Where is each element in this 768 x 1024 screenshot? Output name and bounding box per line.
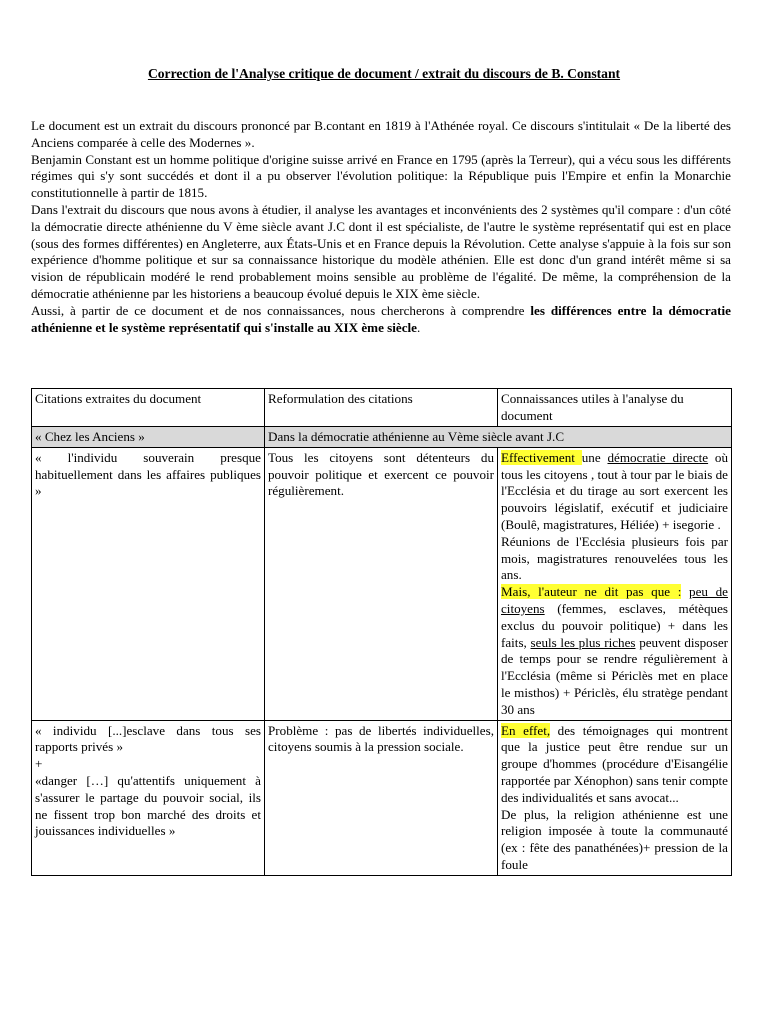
analysis-table	[31, 388, 732, 876]
row2-plus: +	[35, 756, 43, 772]
subheader-anciens: « Chez les Anciens »	[32, 427, 265, 448]
intro-p4-end: .	[416, 319, 421, 335]
intro-paragraph-2: Benjamin Constant est un homme politique d'origine suisse arrivé en France en 1795 (après la Terreur), qui a vécu sous les différents régimes qui s'y sont succédés et dont il a pu observer l'évolution politique: la République puis l'Empire et enfin la Monarchie constitutionnelle à partir de 1815.	[31, 151, 731, 201]
header-connaissances: Connaissances utiles à l'analyse du document	[498, 389, 732, 427]
table-subheader-row	[32, 427, 732, 448]
underline-seuls-les-plus-riches: seuls les plus riches	[530, 634, 636, 650]
row1-citation: « l'individu souverain presque habituellement dans les affaires publiques »	[32, 447, 265, 720]
introduction	[31, 118, 731, 336]
row2-citation	[32, 720, 265, 875]
table-header-row	[32, 389, 732, 427]
underline-peu-de-citoyens: peu de citoyens	[501, 584, 728, 616]
intro-paragraph-4	[31, 303, 731, 337]
intro-p4-start: Aussi, à partir de ce document et de nos connaissances, nous chercherons à comprendre	[31, 302, 531, 318]
table-row	[32, 447, 732, 720]
row2-citation-a: « individu [...]esclave dans tous ses rapports privés »	[35, 722, 261, 755]
row2-reformulation: Problème : pas de libertés individuelles, citoyens soumis à la pression sociale.	[265, 720, 498, 875]
subheader-democratie: Dans la démocratie athénienne au Vème siècle avant J.C	[265, 427, 732, 448]
row1-connaissances	[498, 447, 732, 720]
row1-text-5: (femmes, esclaves, métèques exclus du pouvoir politique) + dans les faits,	[501, 600, 728, 650]
highlight-effectivement: Effectivement	[501, 449, 582, 465]
underline-democratie-directe: démocratie directe	[607, 449, 709, 465]
intro-paragraph-3: Dans l'extrait du discours que nous avons à étudier, il analyse les avantages et inconvénients des 2 systèmes qu'il compare : d'un côté la démocratie directe athénienne du V ème siècle avant J.C dont il est spécialiste, de l'autre le système représentatif qui est en place (sous des formes différentes) en Angleterre, aux États-Unis et en France depuis la Révolution. Cette analyse s'appuie à la fois sur son expérience d'homme politique et sur sa connaissance historique du modèle athénien. Elle est donc d'un grand intérêt même si sa vision de républicain modéré le rend probablement moins sensible au problème de l'égalité. De même, la compréhension de la démocratie athénienne par les historiens a beaucoup évolué depuis le XIX ème siècle.	[31, 201, 731, 301]
row2-text-1: des témoignages qui montrent que la justice peut être rendue sur un groupe d'hommes (procédure d'Eisangélie rapportée par Xénophon) sans tenir compte des individualités et sans avocat...	[501, 722, 728, 805]
row1-text-2: où tous les citoyens , tout à tour par le biais de l'Ecclésia et du tirage au sort exercent les pouvoirs législatif, exécutif et judiciaire (Boulê, magistratures, Héliée) + isegorie .	[501, 449, 729, 532]
row2-citation-b: «danger […] qu'attentifs uniquement à s'assurer le partage du pouvoir social, ils ne fissent trop bon marché des droits et jouissances individuelles »	[35, 772, 261, 839]
problematique: les différences entre la démocratie athénienne et le système représentatif qui s'installe au XIX ème siècle	[31, 302, 731, 335]
row2-text-2: De plus, la religion athénienne est une religion imposée à toute la communauté (ex : fête des panathénées)+ pression de la foule	[501, 806, 728, 872]
row2-connaissances	[498, 720, 732, 875]
header-citations: Citations extraites du document	[32, 389, 265, 427]
row1-text-1: une	[581, 449, 608, 465]
row1-text-4	[681, 584, 689, 599]
header-reformulation: Reformulation des citations	[265, 389, 498, 427]
row1-text-6: peuvent disposer de temps pour se rendre régulièrement à l'Ecclésia (même si Périclès met en place le misthos) + Périclès, élu stratège pendant 30 ans	[501, 634, 728, 717]
row1-reformulation: Tous les citoyens sont détenteurs du pouvoir politique et exercent ce pouvoir régulièrement.	[265, 447, 498, 720]
table-row	[32, 720, 732, 875]
row1-text-3: Réunions de l'Ecclésia plusieurs fois par mois, magistratures renouvelées tous les ans.	[501, 533, 728, 583]
document-title: Correction de l'Analyse critique de document / extrait du discours de B. Constant	[147, 66, 621, 81]
highlight-en-effet: En effet,	[501, 722, 551, 738]
highlight-mais: Mais, l'auteur ne dit pas que :	[501, 584, 682, 600]
intro-paragraph-1: Le document est un extrait du discours prononcé par B.contant en 1819 à l'Athénée royal. Ce discours s'intitulait « De la liberté des Anciens comparée à celle des Modernes ».	[31, 118, 731, 150]
